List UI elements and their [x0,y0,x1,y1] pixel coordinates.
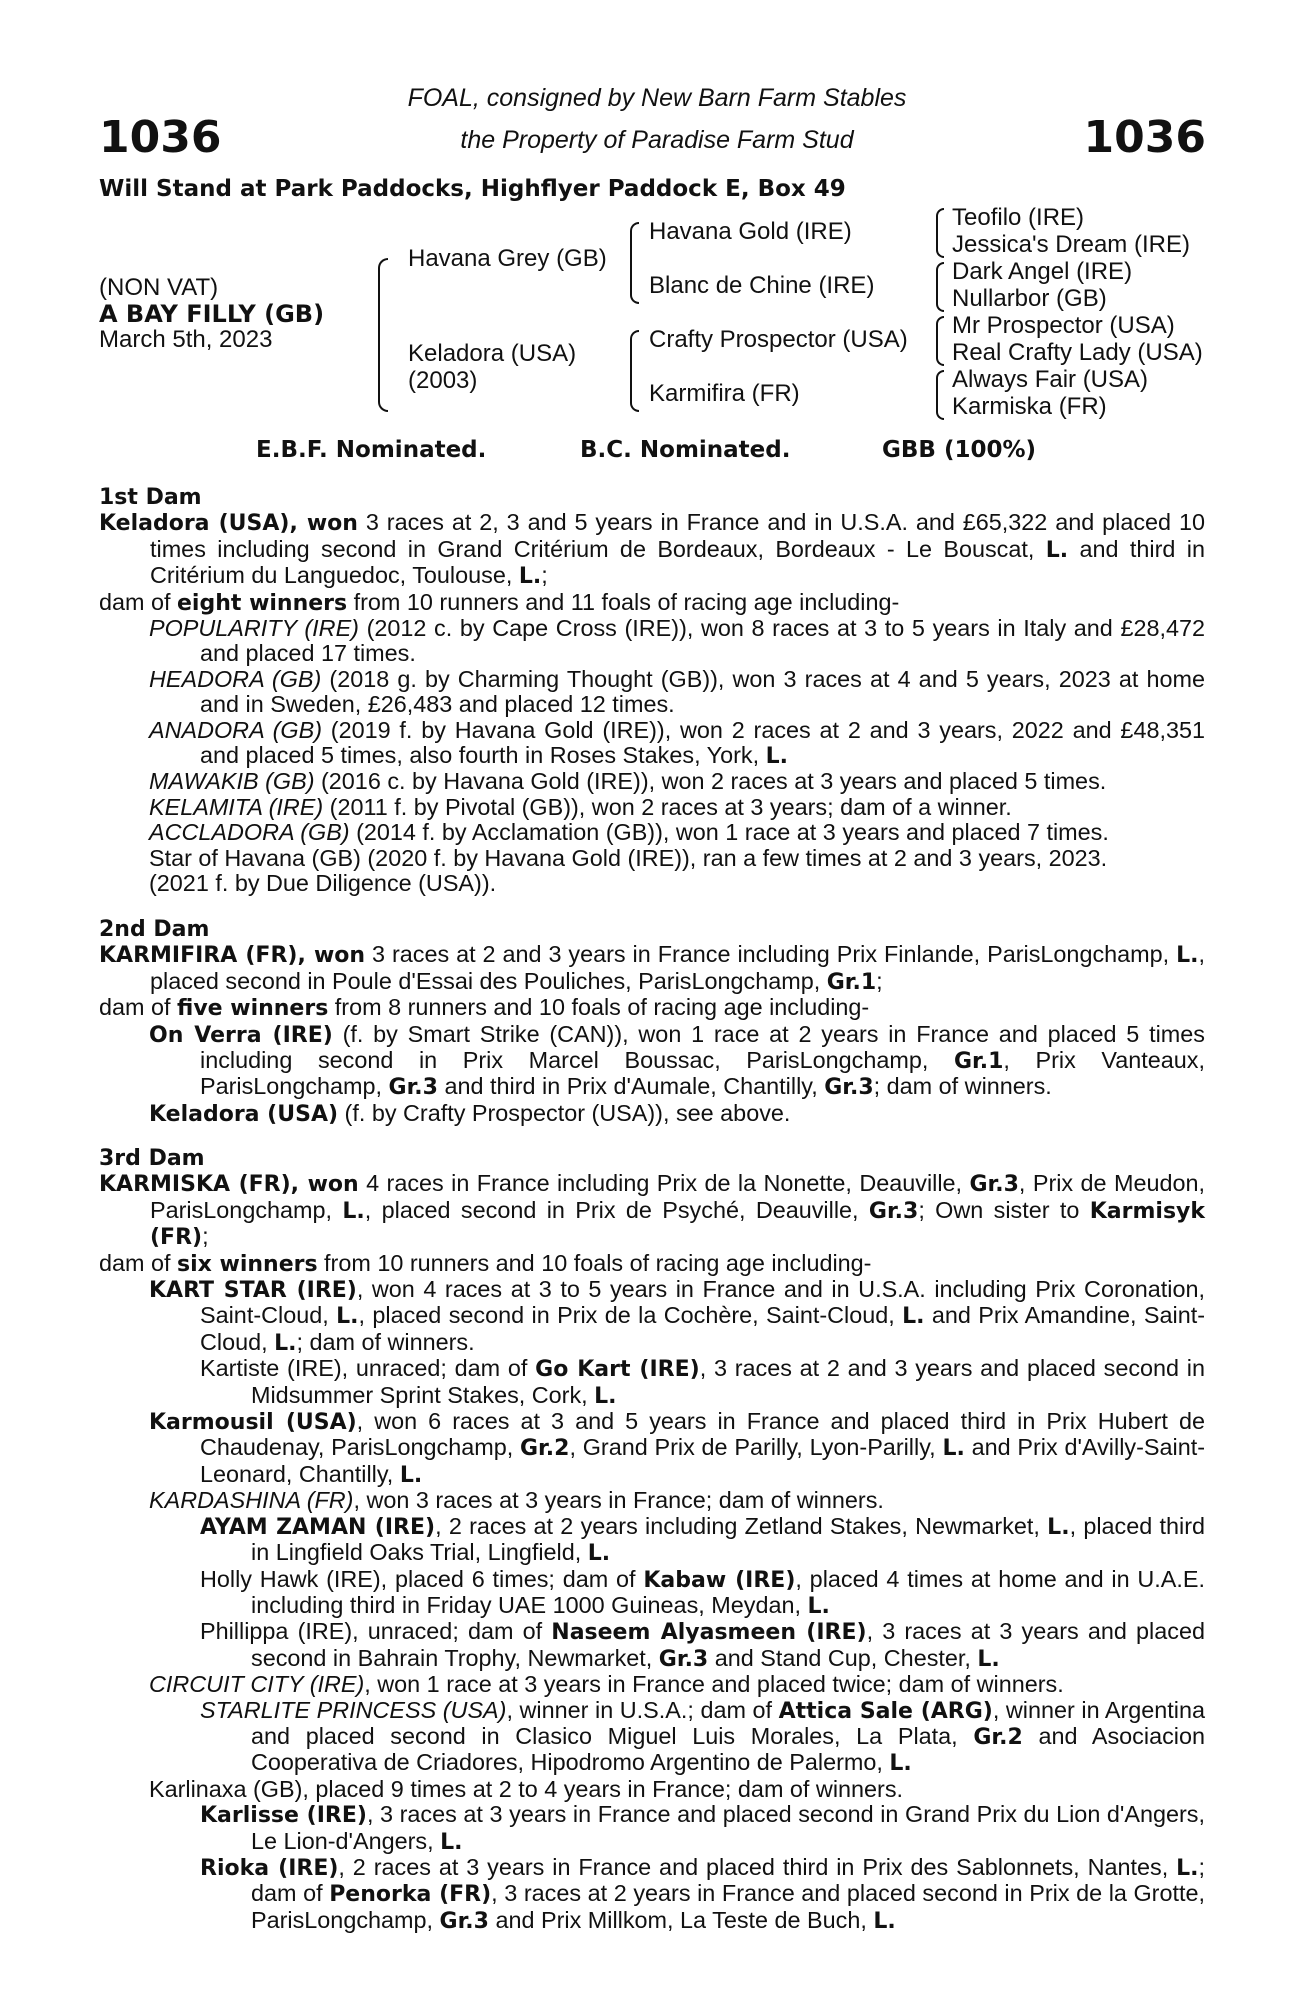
progeny-entry: STARLITE PRINCESS (USA), winner in U.S.A.; dam of Attica Sale (ARG), winner in Argentina and placed second in Clasico Miguel Luis Morales, La Plata, Gr.2 and Asociacion Cooperativa de Criadores, Hipodromo Argentino de Palermo, L. [200,1696,1206,1777]
progeny-entry: Phillippa (IRE), unraced; dam of Naseem Alyasmeen (IRE), 3 races at 3 years and placed second in Bahrain Trophy, Newmarket, Gr.3 and Stand Cup, Chester, L. [200,1618,1205,1672]
lot-number-left: 1036 [99,112,222,163]
progeny-entry: Karlinaxa (GB), placed 9 times at 2 to 4 years in France; dam of winners. [149,1775,904,1802]
progeny-entry: ANADORA (GB) (2019 f. by Havana Gold (IRE)), won 2 races at 2 and 3 years, 2022 and £48,351 and placed 5 times, also fourth in Roses Stakes, York, L. [149,716,1205,770]
gbb-percentage: GBB (100%) [882,437,1037,463]
first-dam-record: Keladora (USA), won 3 races at 2, 3 and 5 years in France and in U.S.A. and £65,322 and placed 10 times including second in Grand Critérium de Bordeaux, Bordeaux - Le Bouscat, L. and third in Critérium du Languedoc, Toulouse, L.; [99,509,1205,590]
pedigree-dam-year: (2003) [408,367,478,394]
second-dam-produce: dam of five winners from 8 runners and 10 foals of racing age including- [99,994,870,1022]
bc-nomination: B.C. Nominated. [580,437,791,463]
progeny-entry: Kartiste (IRE), unraced; dam of Go Kart (IRE), 3 races at 2 and 3 years and placed second in Midsummer Sprint Stakes, Cork, L. [200,1355,1206,1409]
first-dam-section [99,485,1205,897]
pedigree-sire: Havana Grey (GB) [408,245,607,272]
progeny-entry: Karlisse (IRE), 3 races at 3 years in France and placed second in Grand Prix du Lion d'Angers, Le Lion-d'Angers, L. [200,1801,1205,1855]
section-title: 1st Dam [99,485,202,510]
progeny-entry: Holly Hawk (IRE), placed 6 times; dam of Kabaw (IRE), placed 4 times at home and in U.A.E. including third in Friday UAE 1000 Guineas, Meydan, L. [200,1565,1205,1619]
pedigree-brace [378,258,388,412]
pedigree-sire-dam: Blanc de Chine (IRE) [649,272,875,299]
horse-name: A BAY FILLY (GB) [99,300,325,328]
lot-number-right: 1036 [1083,112,1206,163]
stabling-location: Will Stand at Park Paddocks, Highflyer Paddock E, Box 49 [99,176,846,202]
pedigree-g4-7: Always Fair (USA) [952,366,1149,393]
section-title: 3rd Dam [99,1146,205,1171]
foaling-date: March 5th, 2023 [99,326,273,353]
ebf-nomination: E.B.F. Nominated. [256,437,487,463]
vat-status: (NON VAT) [99,274,219,301]
progeny-entry: Keladora (USA) (f. by Crafty Prospector (USA)), see above. [149,1099,791,1127]
pedigree-g4-2: Jessica's Dream (IRE) [952,231,1190,258]
pedigree-brace [630,330,639,412]
pedigree-g4-3: Dark Angel (IRE) [952,258,1133,285]
pedigree-dam-sire: Crafty Prospector (USA) [649,326,908,353]
consignment-line-1: FOAL, consigned by New Barn Farm Stables [407,84,907,112]
pedigree-brace [936,262,944,312]
pedigree-brace [936,208,944,258]
progeny-entry: (2021 f. by Due Diligence (USA)). [149,870,497,897]
progeny-entry: ACCLADORA (GB) (2014 f. by Acclamation (GB)), won 1 race at 3 years and placed 7 times. [149,819,1109,846]
pedigree-brace [936,370,944,420]
pedigree-g4-1: Teofilo (IRE) [952,204,1085,231]
progeny-entry: HEADORA (GB) (2018 g. by Charming Thought (GB)), won 3 races at 4 and 5 years, 2023 at home and in Sweden, £26,483 and placed 12 times. [149,665,1205,718]
pedigree-dam: Keladora (USA) [408,340,577,367]
third-dam-produce: dam of six winners from 10 runners and 10 foals of racing age including- [99,1249,872,1277]
progeny-entry: Karmousil (USA), won 6 races at 3 and 5 years in France and placed third in Prix Hubert de Chaudenay, ParisLongchamp, Gr.2, Grand Prix de Parilly, Lyon-Parilly, L. and Prix d'Avilly-Saint-Leonard, Chantilly, L. [149,1408,1205,1488]
progeny-entry: KELAMITA (IRE) (2011 f. by Pivotal (GB)), won 2 races at 3 years; dam of a winner. [149,793,1012,820]
pedigree-sire-sire: Havana Gold (IRE) [649,218,852,245]
progeny-entry: MAWAKIB (GB) (2016 c. by Havana Gold (IRE)), won 2 races at 3 years and placed 5 times. [149,768,1107,795]
pedigree-g4-4: Nullarbor (GB) [952,285,1107,312]
section-title: 2nd Dam [99,917,210,942]
second-dam-section [99,917,1205,1127]
progeny-entry: Rioka (IRE), 2 races at 3 years in France and placed third in Prix des Sablonnets, Nantes, L.; dam of Penorka (FR), 3 races at 2 years in France and placed second in Prix de la Grotte, ParisLongchamp, Gr.3 and Prix Millkom, La Teste de Buch, L. [200,1853,1205,1934]
pedigree-g4-5: Mr Prospector (USA) [952,312,1175,339]
progeny-entry: AYAM ZAMAN (IRE), 2 races at 2 years including Zetland Stakes, Newmarket, L., placed third in Lingfield Oaks Trial, Lingfield, L. [200,1512,1205,1567]
progeny-entry: CIRCUIT CITY (IRE), won 1 race at 3 years in France and placed twice; dam of winners. [149,1671,1064,1698]
progeny-entry: POPULARITY (IRE) (2012 c. by Cape Cross (IRE)), won 8 races at 3 to 5 years in Italy and £28,472 and placed 17 times. [149,615,1205,667]
pedigree-brace [936,316,944,366]
pedigree-g4-8: Karmiska (FR) [952,393,1107,420]
third-dam-record: KARMISKA (FR), won 4 races in France including Prix de la Nonette, Deauville, Gr.3, Prix de Meudon, ParisLongchamp, L., placed second in Prix de Psyché, Deauville, Gr.3; Own sister to Karmisyk (FR); [99,1170,1206,1251]
progeny-entry: KART STAR (IRE), won 4 races at 3 to 5 years in France and in U.S.A. including Prix Coronation, Saint-Cloud, L., placed second in Prix de la Cochère, Saint-Cloud, L. and Prix Amandine, Saint-Cloud, L.; dam of winners. [149,1276,1205,1356]
pedigree-brace [630,222,639,304]
pedigree-dam-dam: Karmifira (FR) [649,380,800,407]
progeny-entry: Star of Havana (GB) (2020 f. by Havana Gold (IRE)), ran a few times at 2 and 3 years, 2023. [149,844,1108,871]
first-dam-produce: dam of eight winners from 10 runners and 11 foals of racing age including- [99,588,900,616]
third-dam-section [99,1146,1205,1934]
pedigree-g4-6: Real Crafty Lady (USA) [952,339,1203,366]
second-dam-record: KARMIFIRA (FR), won 3 races at 2 and 3 years in France including Prix Finlande, ParisLongchamp, L., placed second in Poule d'Essai des Pouliches, ParisLongchamp, Gr.1; [99,941,1205,995]
progeny-entry: KARDASHINA (FR), won 3 races at 3 years in France; dam of winners. [149,1487,884,1514]
consignment-line-2: the Property of Paradise Farm Stud [460,126,854,154]
progeny-entry: On Verra (IRE) (f. by Smart Strike (CAN)), won 1 race at 2 years in France and placed 5 times including second in Prix Marcel Boussac, ParisLongchamp, Gr.1, Prix Vanteaux, ParisLongchamp, Gr.3 and third in Prix d'Aumale, Chantilly, Gr.3; dam of winners. [149,1020,1205,1101]
